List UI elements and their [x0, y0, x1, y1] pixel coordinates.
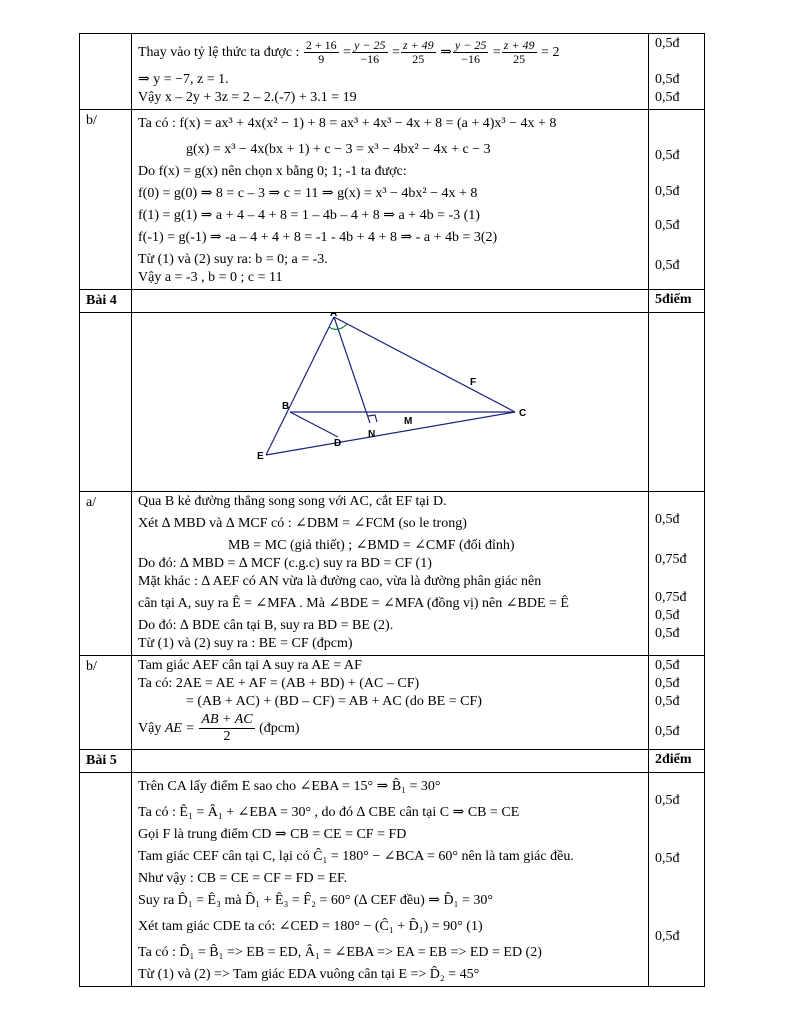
text-line: Từ (1) và (2) suy ra : BE = CF (đpcm)	[138, 636, 353, 651]
conclusion-line: Vậy AE = $\frac{AB + AC}{2}$ (đpcm)	[138, 712, 300, 745]
label-d: D	[334, 438, 342, 449]
points-label: 0,5đ	[655, 512, 680, 527]
points-label: 0,5đ	[655, 851, 680, 866]
fraction: $\frac{y - 25}{-16}$	[354, 38, 386, 67]
text-line: g(x) = x³ − 4x(bx + 1) + c − 3 = x³ − 4bx² − 4x + c − 3	[186, 142, 491, 157]
result-line: ⇒ y = −7, z = 1.	[138, 72, 229, 87]
text-line: Suy ra D̂₁ = Ê₃ mà D̂₁ + Ê₃ = F̂₂ = 60° (∆ CEF đều) ⇒ D̂₁ = 30°	[138, 893, 493, 908]
label-e: E	[257, 451, 264, 462]
fraction: $\frac{y - 25}{-16}$	[454, 38, 487, 67]
text-line: f(1) = g(1) ⇒ a + 4 – 4 + 8 = 1 – 4b – 4 + 8 ⇒ a + 4b = -3 (1)	[138, 208, 480, 223]
label-n: N	[368, 429, 376, 440]
text-line: Do đó: ∆ MBD = ∆ MCF (c.g.c) suy ra BD = CF (1)	[138, 556, 432, 571]
fraction: $\frac{2 + 16}{9}$	[305, 38, 337, 67]
fraction: $\frac{z + 49}{25}$	[402, 38, 434, 67]
text-line: Xét tam giác CDE ta có: ∠CED = 180° − (Ĉ₁ + D̂₁) = 90° (1)	[138, 919, 483, 934]
row-figure	[80, 313, 705, 492]
row-bai4-b	[80, 656, 705, 750]
problem-label: Bài 5	[80, 750, 132, 773]
segment-ae	[266, 317, 334, 455]
text-line: Như vậy : CB = CE = CF = FD = EF.	[138, 871, 348, 886]
text-line: f(0) = g(0) ⇒ 8 = c – 3 ⇒ c = 11 ⇒ g(x) = x³ − 4bx² − 4x + 8	[138, 186, 478, 201]
points-label: 0,75đ	[655, 552, 687, 567]
points-label: 0,5đ	[655, 676, 680, 691]
text-line: f(-1) = g(-1) ⇒ -a – 4 + 4 + 8 = -1 - 4b + 4 + 8 ⇒ - a + 4b = 3(2)	[138, 230, 498, 245]
points-label: 0,5đ	[655, 658, 680, 673]
result-line: Vậy x – 2y + 3z = 2 – 2.(-7) + 3.1 = 19	[138, 90, 357, 105]
fraction: $\frac{AB + AC}{2}$	[201, 712, 253, 745]
fraction: $\frac{z + 49}{25}$	[503, 38, 535, 67]
points-label: 0,5đ	[655, 258, 680, 273]
geometry-figure	[132, 313, 649, 492]
text-line: Ta có : Ê₁ = Â₁ + ∠EBA = 30° , do đó ∆ CBE cân tại C ⇒ CB = CE	[138, 805, 520, 820]
answer-key-page	[79, 33, 705, 987]
label-b: B	[282, 401, 290, 412]
text-line: Mặt khác : ∆ AEF có AN vừa là đường cao, vừa là đường phân giác nên	[138, 574, 542, 589]
text-line: Ta có : D̂₁ = B̂₁ => EB = ED, Â₁ = ∠EBA => EA = EB => ED = ED (2)	[138, 945, 542, 960]
points-label: 0,75đ	[655, 590, 687, 605]
text-line: Tam giác AEF cân tại A suy ra AE = AF	[138, 658, 362, 673]
problem-points: 5điểm	[649, 290, 705, 313]
text-line: Ta có : f(x) = ax³ + 4x(x² − 1) + 8 = ax³ + 4x³ − 4x + 8 = (a + 4)x³ − 4x + 8	[138, 116, 557, 131]
points-label: 0,5đ	[655, 148, 680, 163]
label-a: A	[330, 313, 338, 319]
text-line: Do đó: ∆ BDE cân tại B, suy ra BD = BE (2).	[138, 618, 394, 633]
points-label: 0,5đ	[655, 184, 680, 199]
text-line: Tam giác CEF cân tại C, lại có Ĉ₁ = 180° − ∠BCA = 60° nên là tam giác đều.	[138, 849, 574, 864]
text-line: Từ (1) và (2) suy ra: b = 0; a = -3.	[138, 252, 328, 267]
text-line: Gọi F là trung điểm CD ⇒ CB = CE = CF = FD	[138, 827, 407, 842]
part-label: b/	[80, 656, 132, 750]
text-line: Trên CA lấy điểm E sao cho ∠EBA = 15° ⇒ B̂₁ = 30°	[138, 779, 441, 794]
points-label: 0,5đ	[655, 929, 680, 944]
problem-label: Bài 4	[80, 290, 132, 313]
answer-table	[79, 33, 705, 987]
triangle-diagram	[132, 313, 648, 485]
points-label: 0,5đ	[655, 694, 680, 709]
points-label: 0,5đ	[655, 90, 680, 105]
part-label: a/	[80, 492, 132, 656]
text-line: Vậy a = -3 , b = 0 ; c = 11	[138, 270, 283, 285]
label-f: F	[470, 377, 477, 388]
text-line: Do f(x) = g(x) nên chọn x bằng 0; 1; -1 ta được:	[138, 164, 407, 179]
segment-bd	[290, 412, 338, 437]
text-line: Qua B kẻ đường thẳng song song với AC, cắt EF tại D.	[138, 494, 447, 509]
text-line: cân tại A, suy ra Ê = ∠MFA . Mà ∠BDE = ∠MFA (đồng vị) nên ∠BDE = Ê	[138, 596, 569, 611]
text-line: Từ (1) và (2) => Tam giác EDA vuông cân tại E => D̂₂ = 45°	[138, 967, 480, 982]
row-bai3-b	[80, 110, 705, 290]
text-line: = (AB + AC) + (BD – CF) = AB + AC (do BE = CF)	[186, 694, 482, 709]
row-bai3-cont	[80, 34, 705, 110]
points-label: 0,5đ	[655, 626, 680, 641]
text-line: MB = MC (giả thiết) ; ∠BMD = ∠CMF (đối đỉnh)	[228, 538, 515, 553]
problem-points: 2điểm	[649, 750, 705, 773]
points-label: 0,5đ	[655, 793, 680, 808]
label-c: C	[519, 408, 527, 419]
points-label: 0,5đ	[655, 724, 680, 739]
part-label: b/	[80, 110, 132, 290]
row-bai4-header	[80, 290, 705, 313]
ratio-line: Thay vào tỷ lệ thức ta được : $\frac{2 + 16}{9}$ = $\frac{y - 25}{-16}$ = $\frac{z + 49}{25}$ ⇒ $\frac{y - 25}{-16}$ = $\frac{z + 49}{25}$ = 2	[138, 38, 560, 67]
row-bai4-a	[80, 492, 705, 656]
points-label: 0,5đ	[655, 36, 680, 51]
text-line: Ta có: 2AE = AE + AF = (AB + BD) + (AC – CF)	[138, 676, 420, 691]
label-m: M	[404, 416, 413, 427]
points-label: 0,5đ	[655, 608, 680, 623]
points-label: 0,5đ	[655, 218, 680, 233]
row-bai5	[80, 773, 705, 987]
points-label: 0,5đ	[655, 72, 680, 87]
row-bai5-header	[80, 750, 705, 773]
text-line: Xét ∆ MBD và ∆ MCF có : ∠DBM = ∠FCM (so le trong)	[138, 516, 467, 531]
